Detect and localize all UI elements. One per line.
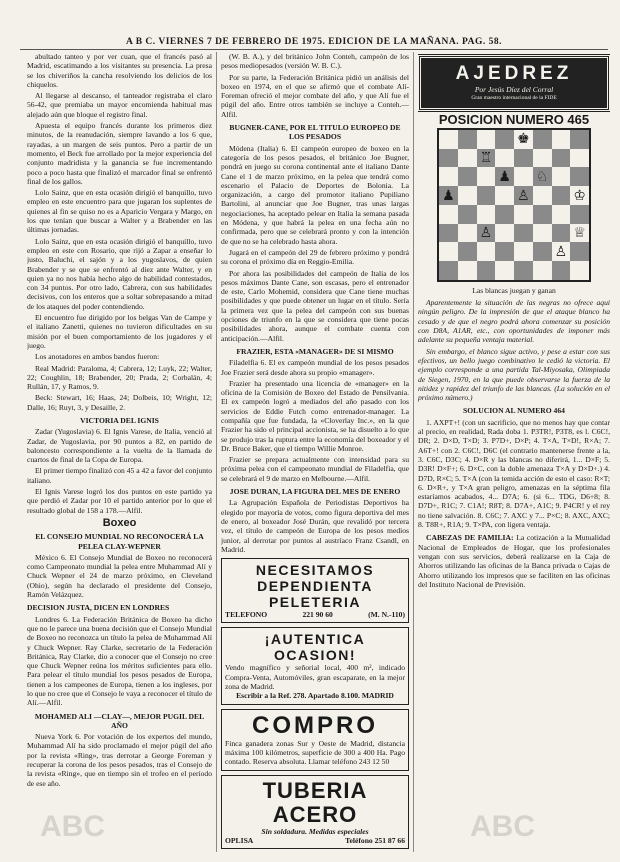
paragraph: Filadelfia 6. El ex campeón mundial de los pesos pesados Joe Frazier será desde ahora su propio «manager». [221, 358, 409, 377]
chess-square [533, 149, 552, 168]
chess-square: ♔ [570, 186, 589, 205]
paragraph: Lolo Sainz, que en esta ocasión dirigió el banquillo, tuvo empleo en este encuentro para que jugaran los suplentes de quienes al fin se quiso no es a Aparicio Vergara y Margo, en los que tenían que buscar a Walter y a Brabender en las últimas jornadas. [27, 188, 212, 235]
ad-title: COMPRO [252, 711, 378, 739]
chess-square [495, 149, 514, 168]
chess-square: ♙ [552, 242, 571, 261]
paragraph: Al llegarse al descanso, el tanteador registraba el claro 56-42, que premiaba un mayor encomienda habitual mas alejado aún que bloque el registro final. [27, 91, 212, 119]
chess-square [533, 242, 552, 261]
chess-square [570, 149, 589, 168]
chess-square [439, 167, 458, 186]
chess-square [477, 167, 496, 186]
ad-phone-row [225, 610, 405, 619]
headline-solucion: SOLUCION AL NUMERO 464 [463, 406, 565, 416]
chess-square [570, 130, 589, 149]
paragraph: abultado tanteo y por ver cuan, que el francés pasó al Madrid, escatimando a los visitantes su presencia. La presa se los chiveriños la cancha resolviendo los delicios de los chiquelos. [27, 52, 212, 89]
ad-text: Sin soldadura. Medidas especiales [261, 826, 369, 836]
paragraph: (W. B. A.), y del británico John Conteh, campeón de los pesos mediopesados (versión W. B. C.). [221, 52, 409, 71]
chess-square [439, 205, 458, 224]
chess-square: ♟ [439, 186, 458, 205]
column-1 [27, 52, 212, 852]
ad-tuberia [221, 775, 409, 850]
chess-square [477, 186, 496, 205]
ad-text: Vendo magnífico y señorial local, 400 m², indicado Compra-Venta, Automóviles, gran escaparate, en la mejor zona de Madrid. [225, 663, 405, 692]
paragraph: Sin embargo, el blanco sigue activo, y pese a estar con sus efectivos, un bello juego combinativo le cedió la victoria. El ejemplo corresponde a una partida Tal-Miyosaka, Olimpiada de Siegen, 1970, en la que puede observarse la fuerza de la nitidez y rapidez del triunfo de las blancas. (La solución en el próximo número.) [418, 346, 610, 403]
paragraph: Real Madrid: Paraloma, 4; Cabrera, 12; Luyk, 22; Walter, 22; Coughlin, 18; Brabender, 20; Prada, 2; Corbalán, 4; Rullán, 17, y Ramos, 9. [27, 363, 212, 392]
ad-phone: Teléfono 251 87 66 [345, 835, 405, 845]
column-2 [221, 52, 409, 852]
headline-consejo: EL CONSEJO MUNDIAL NO RECONOCERÁ LA PELEA CLAY-WEPNER [35, 532, 204, 551]
ad-footer-row [225, 836, 405, 845]
paragraph: Nueva York 6. Por votación de los expertos del mundo, Muhammad Alí ha sido proclamado el mejor púgil del año por la revista «Ring», tras derrotar a George Foreman y recuperar la corona de los pesos pesados, tras el Consejo de la revista «Ring», que en tiempo sin el trofeo en el período de ese año. [27, 732, 212, 788]
chess-square [570, 167, 589, 186]
abc-watermark: ABC [470, 810, 535, 843]
paragraph: Zadar (Yugoslavia) 6. El Ignis Varese, de Italia, venció al Zadar, de Yugoslavia, por 90 puntos a 82, en partido de baloncesto correspondiente a la vuelta de la llamada de cuartos de final de la Copa de Europa. [27, 427, 212, 465]
headline-victoria: VICTORIA DEL IGNIS [80, 415, 159, 425]
ad-autentica [221, 627, 409, 704]
chess-square [439, 130, 458, 149]
ad-compro [221, 709, 409, 771]
paragraph: La Agrupación Española de Periodistas Deportivos ha elegido por mayoría de votos, como figura deportiva del mes de enero, al boxeador José Durán, que revalidó por tercera vez, el título de campeón de Europa de los pesos medios junior, al derrotar por puntos al austríaco Franz Csandl, en Madrid. [221, 498, 409, 554]
chess-square [514, 167, 533, 186]
chess-square [458, 224, 477, 243]
paragraph: El primer tiempo finalizó con 45 a 42 a favor del conjunto italiano. [27, 466, 212, 485]
position-title: POSICION NUMERO 465 [438, 111, 590, 127]
headline-mohamed: MOHAMED ALI —CLAY—, MEJOR PUGIL DEL AÑO [34, 711, 205, 730]
paragraph: Por su parte, la Federación Británica pidió un análisis del boxeo en 1974, en el que se afirmó que el combate Alí-Foreman ofreció el mejor combate del año, y que Alí fue el púgil del año. Entre otros también se incluye a Conteh.—Alfil. [221, 72, 409, 119]
ad-contact: Escribir a la Ref. 278. Apartado 8.100. MADRID [236, 691, 394, 701]
chess-square [439, 242, 458, 261]
chess-square [533, 186, 552, 205]
chess-square: ♙ [514, 186, 533, 205]
paragraph: El encuentro fue dirigido por los belgas Van de Campe y el italiano Zanetti, quienes no tuvieron dificultades en su misión por el buen comportamiento de los jugadores y el juego. [27, 313, 212, 350]
ad-subtitle: DEPENDIENTA PELETERIA [257, 578, 373, 611]
chess-square [514, 149, 533, 168]
page-header: A B C. VIERNES 7 DE FEBRERO DE 1975. EDICION DE LA MAÑANA. PAG. 58. [20, 37, 608, 50]
chess-square [533, 224, 552, 243]
chess-square [495, 205, 514, 224]
chess-square: ♖ [477, 149, 496, 168]
headline-bugner: BUGNER-CANE, POR EL TITULO EUROPEO DE LOS PESADOS [229, 123, 401, 142]
chess-square: ♟ [495, 167, 514, 186]
chess-square [570, 261, 589, 280]
chess-square [495, 186, 514, 205]
ad-phone-label: TELEFONO [225, 610, 268, 620]
paragraph: Por ahora las posibilidades del campeón de Italia de los pesos máximos Dante Cane, son escasas, pero el entrenador de este, Carlo Mohemid, considera que Cane tiene muchas posibilidades y que puede obtener un lugar en el título. Sería la primera vez que la pelea del campeón con sus buenas opciones de triunfo en la que se considera que tiene pocas posibilidades ahora, aunque el combate cuenta con anticipación.—Alfil. [221, 268, 409, 343]
paragraph: Jugará en el campeón del 29 de febrero próximo y pondrá su corona el próximo día en Reggio-Emilia. [221, 247, 409, 267]
paragraph: Los anotadores en ambos bandos fueron: [35, 352, 160, 362]
ad-text: Finca ganadera zonas Sur y Oeste de Madrid, distancia máxima 100 kilómetros, superficie de 300 a 400 Ha. Pago contado. Reserva absoluta. Llamar teléfono 243 12 50 [225, 738, 405, 767]
chess-square [439, 261, 458, 280]
section-title-boxeo: Boxeo [102, 516, 137, 529]
chess-banner [418, 55, 610, 111]
paragraph: Frazier ha presentado una licencia de «manager» en la oficina de la Comisión de Boxeo del Estado de Pensilvania. El ex campeón logró a mediados del año pasado con los servicios de Eddie Futch como entrenador-manager. La compañía que fue fundada, la «Cloverlay Inc.», en la que Frazier ha sido el principal accionista, se ha disuelto a lo que se produjo tras la ruptura entre la economía del boxeador y el Dr. Bruce Baker, que el tiempo Willie Monroe. [221, 378, 409, 453]
chess-square [458, 205, 477, 224]
paragraph: El Ignis Varese logró los dos puntos en este partido ya que perdió el Zadar por 10 el partido anterior por lo que el resultado global de 158 a 178.—Alfil. [27, 487, 212, 515]
paragraph: Módena (Italia) 6. El campeón europeo de boxeo en la categoría de los pesos pesados, el británico Joe Bugner, pondrá en juego su corona continental ante el italiano Dante Cane el 1 de marzo próximo, en la pelea que tendrá como escenario el Palacio de Deportes de Bolonia. La organización, a cargo del promotor italiano Pupiliano Bartolini, al anunciar que Joe Bugner, tras unas largas negociaciones, ha aceptado pelear en Italia la semana pasada en Módena, y que habrá la pelea en una fecha aún no confirmada, pero que se celebrará pronto y con la intención de que no se ha celebrado hasta ahora. [221, 143, 409, 246]
paragraph: Beck: Stewart, 16; Haas, 24; Dolbeis, 10; Wright, 12; Dalle, 16; Ruyt, 3, y Desaille, 2. [27, 393, 212, 412]
chess-square [477, 130, 496, 149]
headline-frazier: FRAZIER, ESTA «MANAGER» DE SI MISMO [236, 346, 394, 356]
chess-square [458, 149, 477, 168]
paragraph: La cotización a la Mutualidad Nacional de Empleados de Hogar, que los profesionales vengan con sus servicios, deberá realizarse en la Caja de Ahorros utilizando las oficinas de la Banca privada o Cajas de Ahorro utilizando los impresos que se faciliten en las oficinas del Instituto Nacional de Previsión. [418, 533, 610, 589]
chess-square [570, 205, 589, 224]
chess-square [495, 261, 514, 280]
board-caption: Las blancas juegan y ganan [472, 285, 556, 295]
chess-square [458, 167, 477, 186]
chess-square [477, 205, 496, 224]
headline-cabezas: CABEZAS DE FAMILIA: [426, 533, 514, 543]
chess-square [458, 130, 477, 149]
chess-square [552, 130, 571, 149]
paragraph: Londres 6. La Federación Británica de Boxeo ha dicho que no le parece una buena decisión que el Consejo Mundial de Boxeo no reconozca un título la pelea de Muhammad Alí y Chuck Wepner. Ray Clarke, secretario de la Federación Británica, Ray Clarke, dio a conocer que el Consejo no cree que Chuck Wepner reúna los méritos suficientes para ello. Para pelear el título mundial los pesos pesados de Europa, tienen a los campeones de Europa, tienen a los ingleses, por lo que no cree que el Consejo le vaya a reconocer el título de Alí.—Alfil. [27, 614, 212, 708]
chess-square [458, 261, 477, 280]
paragraph: Apuesta el equipo francés durante los primeros diez minutos, de la reanudación, siempre lavando a los 6 que, rayadas, a un margen de seis puntos. Pero a partir de un momento, el Beck fue arrollado por la mejor experiencia del conjunto madridista y la ganancia se fue incrementando poco a poco hasta que finalizó el marcador final se enfrentó final de los gallos. [27, 121, 212, 186]
chess-square [514, 224, 533, 243]
ad-necesitamos [221, 558, 409, 623]
paragraph: México 6. El Consejo Mundial de Boxeo no reconocerá como Campeonato mundial la pelea entre Muhammad Alí y Chuck Wepner el 24 de marzo próximo, en Cleveland (Ohio), según ha declarado el presidente del Consejo, Ramón Velázquez. [27, 552, 212, 600]
chess-square [495, 242, 514, 261]
chess-square [552, 224, 571, 243]
chess-square [552, 149, 571, 168]
paragraph: Frazier se prepara actualmente con intensidad para su próxima pelea con el campeonato mundial de Filadelfia, que se celebrará el 9 de marzo en Melbourne.—Alfil. [221, 455, 409, 483]
chess-square [570, 242, 589, 261]
ad-ref: (M. N.-110) [368, 610, 405, 620]
headline-duran: JOSE DURAN, LA FIGURA DEL MES DE ENERO [229, 487, 401, 497]
chess-square [458, 242, 477, 261]
banner-author: Por Jesús Díez del Corral [474, 85, 554, 94]
ad-phone: 221 90 60 [302, 610, 333, 620]
chess-square [439, 224, 458, 243]
chess-square [552, 205, 571, 224]
ad-title: NECESITAMOS [255, 562, 375, 579]
chess-square [495, 224, 514, 243]
chess-square [458, 186, 477, 205]
ad-title: ¡AUTENTICA OCASION! [264, 631, 366, 664]
chess-square [477, 261, 496, 280]
banner-title: AJEDREZ [455, 63, 573, 84]
chess-board [437, 128, 591, 282]
chess-square: ♘ [533, 167, 552, 186]
chess-square: ♕ [570, 224, 589, 243]
column-3 [418, 52, 610, 852]
chess-square [552, 167, 571, 186]
ad-title: TUBERIA ACERO [262, 777, 368, 827]
chess-square [533, 205, 552, 224]
paragraph: Lolo Sainz, que en esta ocasión dirigió el banquillo, tuvo empleo en este con Rosario, que rijó a Zapar a enseñar lo justo, Baluchi, el sajón y a los yugoslavos, de quien Brabender y se que se enfrentó al diez ante Walter, y en quien ya no nos había hecho algo de habilidad contestados, con 34 puntos. Por otro lado, Cabrera, con sus habilidades decisivos, con los enteros que a soltar sobrepasando a mitad de los ataques del poder contendiendo. [27, 236, 212, 311]
ad-brand: OPLISA [225, 835, 254, 845]
chess-square: ♚ [514, 130, 533, 149]
chess-square: ♙ [477, 224, 496, 243]
chess-square [439, 149, 458, 168]
chess-square [552, 261, 571, 280]
chess-square [495, 130, 514, 149]
chess-square [552, 186, 571, 205]
column-rule [413, 52, 414, 852]
headline-decision: DECISION JUSTA, DICEN EN LONDRES [27, 603, 170, 613]
chess-square [533, 130, 552, 149]
column-rule [216, 52, 217, 852]
chess-square [514, 205, 533, 224]
abc-watermark: ABC [40, 810, 105, 843]
chess-square [533, 261, 552, 280]
chess-square [477, 242, 496, 261]
chess-square [514, 261, 533, 280]
paragraph: Aparentemente la situación de las negras no ofrece aquí ningún peligro. De la impresión de que el ataque blanco ha cesado y de que el negro podrá ahora comenzar su posición con D8A, A1AR, etc., con oportunidades de imponer más adelante su pequeña ventaja material. [418, 298, 610, 345]
paragraph: 1. AXPT+! (con un sacrificio, que no menos hay que contar al precio, en realidad, Rada doba 1. P3TR!, P3T8, es l. C6C!, DR; 2. D×D, T×D; 3. P7D+, D×P; 4. T×A, T×D!, R×A; 7. A6T+! con 2. C6C!, D6C (el contrario mantenerse frente a la, 3. C6C, D3C; 4. D×R y las blancas no diferirá, 1... D×F; 5. D3R! D×F+; 6. D×C, con la doble amenaza T×A y D×D+.) 4. D7D, R×C; 5. T×A (con la temida acción de esto el caso: R×T; 6. D×R+, y T×A gran peligro, amenazas en la séptima fila estaríamos acabados, 4... D7A; 6. (si 6... TDG, D6+8; 8. D7D+, R1C; 7. C1A!; R8T; 8. D7A+, A1C; 9. P4CR! y el rey no tiene salvación. 8. C6C; 7. AXC y 7... P×C; 8. AXC, AXC; 8. T8R+, R1A; 9. T×PA, con ligera ventaja. [418, 417, 610, 530]
chess-square [514, 242, 533, 261]
banner-note: Gran maestro internacional de la FIDE [471, 95, 557, 102]
